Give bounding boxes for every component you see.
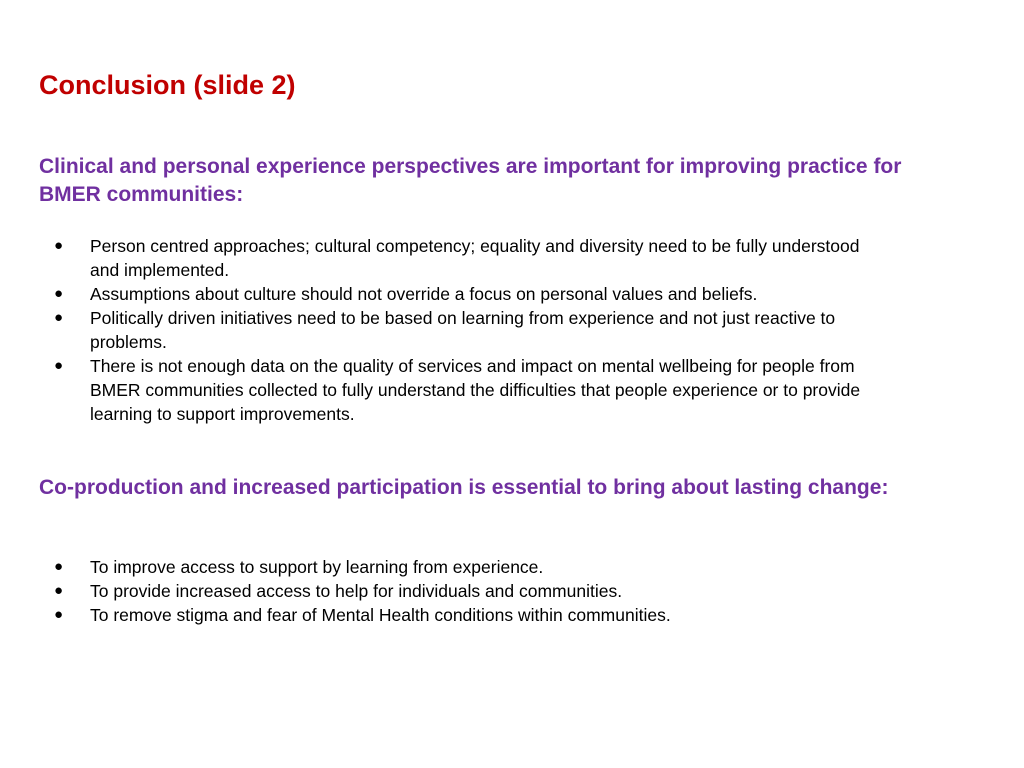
list-item <box>51 603 881 627</box>
bullet-dot-icon: ● <box>54 582 64 599</box>
slide-title: Conclusion (slide 2) <box>39 70 296 100</box>
bullet-dot-icon: ● <box>54 357 64 374</box>
bullet-list-coproduction <box>51 555 881 627</box>
list-item-text: To improve access to support by learning from experience. <box>90 557 544 577</box>
list-item-text: To provide increased access to help for individuals and communities. <box>90 581 623 601</box>
list-item <box>51 306 881 354</box>
list-item <box>51 579 881 603</box>
section-heading-coproduction: Co-production and increased participation is essential to bring about lasting change: <box>39 476 889 499</box>
list-item-text: Person centred approaches; cultural competency; equality and diversity need to be fully understood and implemented. <box>90 236 860 280</box>
bullet-dot-icon: ● <box>54 309 64 326</box>
list-item-text: Politically driven initiatives need to be based on learning from experience and not just reactive to problems. <box>90 308 836 352</box>
bullet-dot-icon: ● <box>54 558 64 575</box>
bullet-dot-icon: ● <box>54 285 64 302</box>
section-heading-clinical: Clinical and personal experience perspectives are important for improving practice for BMER communities: <box>39 155 902 206</box>
bullet-dot-icon: ● <box>54 606 64 623</box>
list-item <box>51 282 881 306</box>
list-item-text: Assumptions about culture should not override a focus on personal values and beliefs. <box>90 284 758 304</box>
list-item-text: There is not enough data on the quality of services and impact on mental wellbeing for people from BMER communities collected to fully understand the difficulties that people experience or to provide learning to support improvements. <box>90 356 861 424</box>
list-item <box>51 555 881 579</box>
bullet-dot-icon: ● <box>54 237 64 254</box>
list-item <box>51 234 881 282</box>
list-item <box>51 354 881 426</box>
list-item-text: To remove stigma and fear of Mental Health conditions within communities. <box>90 605 671 625</box>
bullet-list-clinical <box>51 234 881 426</box>
